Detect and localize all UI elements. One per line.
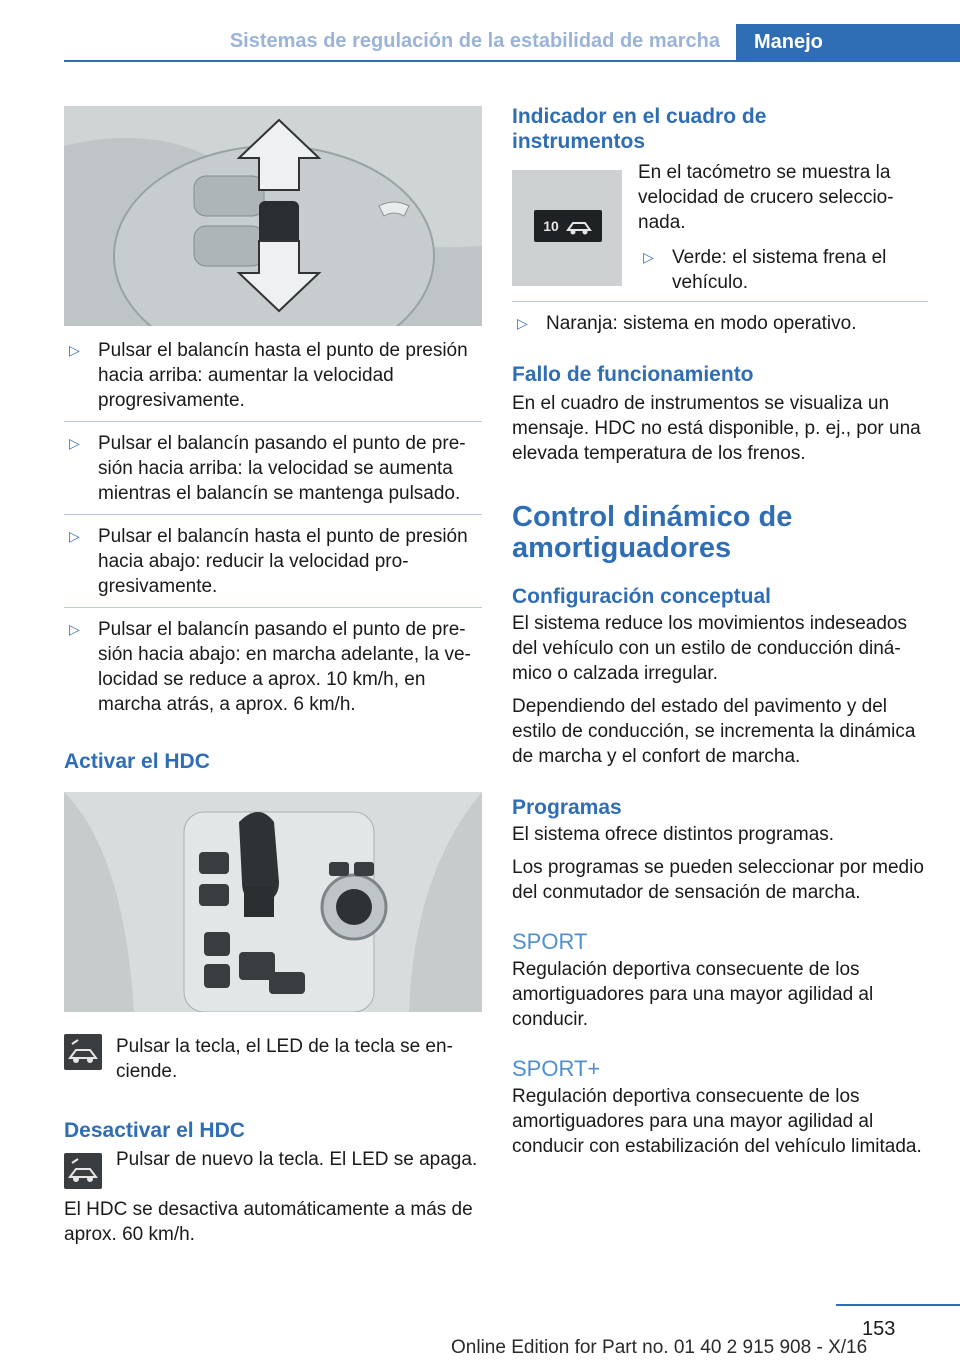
steering-rocker-image xyxy=(64,106,482,326)
indicator-orange-list xyxy=(512,311,928,336)
hdc-button-icon xyxy=(64,1034,102,1070)
deactivate-auto-text: El HDC se desactiva automáticamente a más de aprox. 60 km/h. xyxy=(64,1199,473,1245)
activate-hdc-text: Pulsar la tecla, el LED de la tecla se enciende. xyxy=(116,1036,453,1082)
divider xyxy=(64,421,482,422)
page-number: 153 xyxy=(862,1318,896,1340)
hdc-car-icon xyxy=(565,216,593,236)
list-item xyxy=(638,245,928,295)
center-console-illustration xyxy=(64,792,482,1012)
indicator-speed: 10 xyxy=(543,218,559,234)
triangle-right-icon: ▷ xyxy=(69,435,80,451)
list-item-text: Verde: el sistema frena el vehículo. xyxy=(672,247,887,293)
divider xyxy=(512,301,928,302)
online-edition: Online Edition for Part no. 01 40 2 915 908 - X/16 xyxy=(451,1337,868,1358)
indicator-text: En el tacómetro se muestra la velocidad de crucero seleccionada. xyxy=(638,162,894,233)
rocker-instructions-list xyxy=(64,338,482,717)
list-item-text: Pulsar el balancín pasando el punto de presión hacia abajo: en marcha adelante, la velocidad se reduce a aprox. 10 km/h, en marcha atrás, a aprox. 6 km/h. xyxy=(98,619,471,715)
fault-text: En el cuadro de instrumentos se visualiza un mensaje. HDC no está disponible, p. ej., por una elevada temperatura de los frenos. xyxy=(512,393,921,464)
fault-heading: Fallo de funcionamiento xyxy=(512,363,754,386)
tachometer-display-image xyxy=(512,170,622,286)
hdc-button-icon xyxy=(64,1153,102,1189)
list-item-text: Pulsar el balancín hasta el punto de presión hacia arriba: aumentar la velocidad progresivamente. xyxy=(98,340,468,411)
activate-hdc-heading: Activar el HDC xyxy=(64,750,210,773)
indicator-heading: Indicador en el cuadro de instrumentos xyxy=(512,105,767,153)
divider xyxy=(64,514,482,515)
sport-text: Regulación deportiva consecuente de los amortiguadores para una mayor agilidad al conducir. xyxy=(512,959,874,1030)
center-console-image xyxy=(64,792,482,1012)
sport-plus-heading: SPORT+ xyxy=(512,1056,601,1081)
chapter-tab: Manejo xyxy=(736,24,960,62)
hdc-indicator xyxy=(534,210,602,242)
page-header xyxy=(0,0,960,62)
programs-text-1: El sistema ofrece distintos programas. xyxy=(512,824,835,845)
deactivate-hdc-row xyxy=(64,1147,482,1189)
activate-hdc-row xyxy=(64,1034,482,1084)
list-item-text: Naranja: sistema en modo operativo. xyxy=(546,313,857,334)
right-column xyxy=(512,104,928,1159)
list-item xyxy=(64,617,482,717)
list-item xyxy=(512,311,928,336)
list-item-text: Pulsar el balancín hasta el punto de presión hacia abajo: reducir la velocidad progresivamente. xyxy=(98,526,468,597)
footer-rule xyxy=(836,1304,960,1306)
list-item-text: Pulsar el balancín pasando el punto de presión hacia arriba: la velocidad se aumenta mientras el balancín se mantenga pulsado. xyxy=(98,433,466,504)
triangle-right-icon: ▷ xyxy=(643,249,654,265)
programs-heading: Programas xyxy=(512,796,622,819)
list-item xyxy=(64,338,482,413)
programs-text-2: Los programas se pueden seleccionar por medio del conmutador de sensación de marcha. xyxy=(512,857,924,903)
divider xyxy=(64,607,482,608)
indicator-states-list xyxy=(638,245,928,295)
section-title: Sistemas de regulación de la estabilidad de marcha xyxy=(229,30,720,52)
list-item xyxy=(64,431,482,506)
concept-text-2: Dependiendo del estado del pavimento y del estilo de conducción, se incrementa la dinámica de marcha y el confort de marcha. xyxy=(512,696,916,767)
sport-heading: SPORT xyxy=(512,929,588,954)
left-column xyxy=(64,106,482,1247)
indicator-row xyxy=(512,160,928,295)
steering-rocker-illustration xyxy=(64,106,482,326)
header-rule xyxy=(64,60,960,62)
triangle-right-icon: ▷ xyxy=(69,342,80,358)
damper-control-heading: Control dinámico de amortiguadores xyxy=(512,501,793,564)
deactivate-hdc-heading: Desactivar el HDC xyxy=(64,1119,245,1142)
concept-text-1: El sistema reduce los movimientos indeseados del vehículo con un estilo de conducción dinámico o calzada irregular. xyxy=(512,613,907,684)
concept-heading: Configuración conceptual xyxy=(512,585,772,608)
list-item xyxy=(64,524,482,599)
sport-plus-text: Regulación deportiva consecuente de los amortiguadores para una mayor agilidad al conducir con estabilización del vehículo limitada. xyxy=(512,1086,922,1157)
deactivate-hdc-text: Pulsar de nuevo la tecla. El LED se apaga. xyxy=(116,1149,478,1170)
triangle-right-icon: ▷ xyxy=(517,315,528,331)
triangle-right-icon: ▷ xyxy=(69,621,80,637)
triangle-right-icon: ▷ xyxy=(69,528,80,544)
